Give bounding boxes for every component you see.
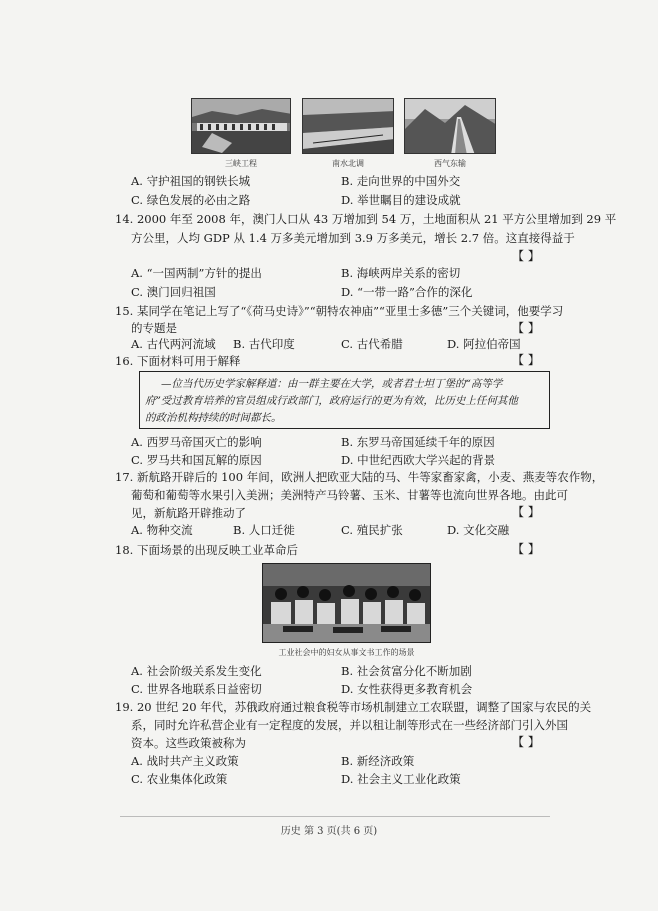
answer-bracket[interactable]: 【 】 [512, 321, 540, 335]
q17-stem: 17. 新航路开辟后的 100 年间，欧洲人把欧亚大陆的马、牛等家畜家禽，小麦、燕麦等农作物， [115, 470, 604, 484]
answer-bracket[interactable]: 【 】 [512, 249, 540, 263]
q16-option-c[interactable]: C. 罗马共和国瓦解的原因 [131, 453, 262, 467]
q15-stem: 15. 某同学在笔记上写了“《荷马史诗》”“朝特农神庙”“亚里士多德”三个关键词，他要学习 [115, 304, 564, 318]
q17-option-a[interactable]: A. 物种交流 [131, 523, 193, 537]
q19-stem: 资本。这些政策被称为 [131, 736, 246, 750]
q14-option-b[interactable]: B. 海峡两岸关系的密切 [341, 266, 461, 280]
q17-option-b[interactable]: B. 人口迁徙 [233, 523, 295, 537]
quote-text: —位当代历史学家解释道：由一群主要在大学，或者君士坦丁堡的“高等学 [161, 378, 503, 390]
q14-stem: 方公里，人均 GDP 从 1.4 万多美元增加到 3.9 万多美元，增长 2.7 倍。这直接得益于 [131, 231, 575, 245]
q16-option-a[interactable]: A. 西罗马帝国灭亡的影响 [131, 435, 262, 449]
q14-option-a[interactable]: A. “一国两制”方针的提出 [131, 266, 262, 280]
q13-option-a[interactable]: A. 守护祖国的钢铁长城 [131, 174, 251, 188]
q17-option-d[interactable]: D. 文化交融 [447, 523, 510, 537]
answer-bracket[interactable]: 【 】 [512, 505, 540, 519]
q17-stem: 见，新航路开辟推动了 [131, 506, 246, 520]
q18-option-c[interactable]: C. 世界各地联系日益密切 [131, 682, 262, 696]
photo-south-north-water [302, 98, 394, 154]
q18-option-b[interactable]: B. 社会贫富分化不断加剧 [341, 664, 472, 678]
quote-text: 府”受过教育培养的官员组成行政部门，政府运行的更为有效，比历史上任何其他 [145, 395, 518, 407]
q18-option-a[interactable]: A. 社会阶级关系发生变化 [131, 664, 262, 678]
photo-west-east-gas [404, 98, 496, 154]
q19-option-d[interactable]: D. 社会主义工业化政策 [341, 772, 461, 786]
q19-stem: 19. 20 世纪 20 年代，苏俄政府通过粮食税等市场机制建立工农联盟，调整了国家与农民的关 [115, 700, 592, 714]
q13-option-c[interactable]: C. 绿色发展的必由之路 [131, 193, 251, 207]
q13-option-d[interactable]: D. 举世瞩目的建设成就 [341, 193, 461, 207]
quote-text: 的政治机构持续的时间都长。 [145, 412, 282, 424]
scene-caption: 工业社会中的妇女从事文书工作的场景 [278, 648, 415, 657]
q19-stem: 系，同时允许私营企业有一定程度的发展，并以租让制等形式在一些经济部门引入外国 [131, 718, 568, 732]
photo-caption: 西气东输 [434, 159, 466, 168]
footer-divider [120, 816, 550, 817]
answer-bracket[interactable]: 【 】 [512, 353, 540, 367]
q14-option-c[interactable]: C. 澳门回归祖国 [131, 285, 216, 299]
q16-option-b[interactable]: B. 东罗马帝国延续千年的原因 [341, 435, 495, 449]
photo-caption: 南水北调 [332, 159, 364, 168]
q15-option-b[interactable]: B. 古代印度 [233, 337, 295, 351]
page-footer: 历史 第 3 页(共 6 页) [280, 826, 378, 837]
answer-bracket[interactable]: 【 】 [512, 735, 540, 749]
photo-caption: 三峡工程 [225, 159, 257, 168]
q17-option-c[interactable]: C. 殖民扩张 [341, 523, 403, 537]
office-workers-photo [262, 563, 431, 643]
q17-stem: 葡萄和葡萄等水果引入美洲；美洲特产马铃薯、玉米、甘薯等也流向世界各地。由此可 [131, 488, 568, 502]
q16-option-d[interactable]: D. 中世纪西欧大学兴起的背景 [341, 453, 496, 467]
q16-stem: 16. 下面材料可用于解释 [115, 354, 241, 368]
q19-option-a[interactable]: A. 战时共产主义政策 [131, 754, 239, 768]
q15-option-a[interactable]: A. 古代两河流域 [131, 337, 216, 351]
q15-stem: 的专题是 [131, 321, 177, 335]
photo-three-gorges [191, 98, 291, 154]
q19-option-c[interactable]: C. 农业集体化政策 [131, 772, 228, 786]
q15-option-c[interactable]: C. 古代希腊 [341, 337, 403, 351]
q13-option-b[interactable]: B. 走向世界的中国外交 [341, 174, 461, 188]
q15-option-d[interactable]: D. 阿拉伯帝国 [447, 337, 521, 351]
q18-stem: 18. 下面场景的出现反映工业革命后 [115, 543, 298, 557]
q19-option-b[interactable]: B. 新经济政策 [341, 754, 415, 768]
q18-option-d[interactable]: D. 女性获得更多教育机会 [341, 682, 473, 696]
answer-bracket[interactable]: 【 】 [512, 542, 540, 556]
q14-stem: 14. 2000 年至 2008 年，澳门人口从 43 万增加到 54 万，土地面积从 21 平方公里增加到 29 平 [115, 212, 617, 226]
q14-option-d[interactable]: D. “一带一路”合作的深化 [341, 285, 473, 299]
